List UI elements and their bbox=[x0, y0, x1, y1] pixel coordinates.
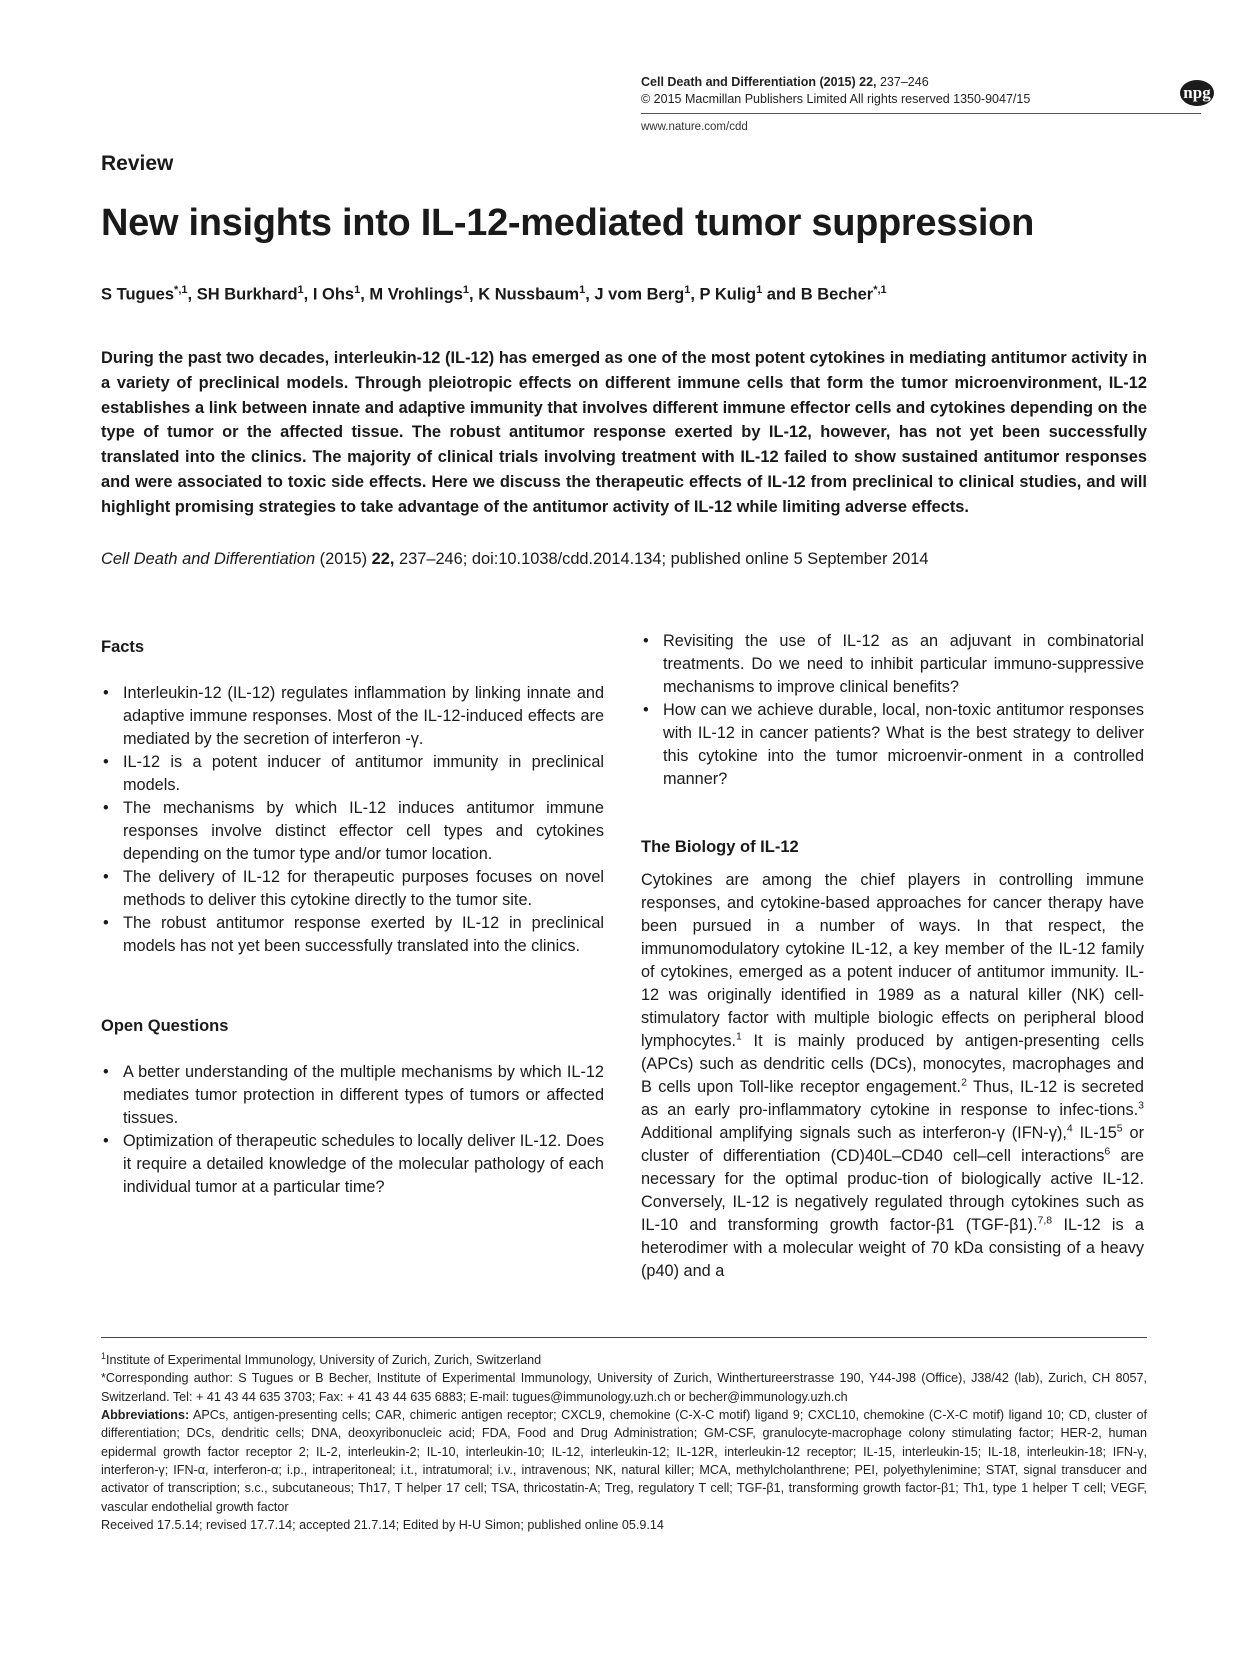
article-title: New insights into IL-12-mediated tumor suppression bbox=[101, 202, 1034, 244]
paragraph-text: IL-15 bbox=[1072, 1124, 1117, 1142]
paragraph-text: or cluster of differentiation (CD)40L–CD40 cell–cell interactions bbox=[641, 1124, 1144, 1165]
facts-list bbox=[101, 682, 604, 958]
author-name: K Nussbaum bbox=[478, 285, 580, 304]
biology-paragraph bbox=[641, 869, 1144, 1283]
author-name: P Kulig bbox=[699, 285, 757, 304]
received-note: Received 17.5.14; revised 17.7.14; accepted 21.7.14; Edited by H-U Simon; published online 05.9.14 bbox=[101, 1517, 664, 1532]
reference-sup[interactable]: 2 bbox=[961, 1076, 967, 1089]
paragraph-text: IL-12 is a heterodimer with a molecular weight of 70 kDa consisting of a heavy (p40) and a bbox=[641, 1216, 1144, 1280]
abbreviations-label: Abbreviations: bbox=[101, 1408, 190, 1423]
question-item: • Optimization of therapeutic schedules to locally deliver IL-12. Does it require a detailed knowledge of the molecular pathology of each individual tumor at a particular time? bbox=[101, 1130, 604, 1199]
corresponding-author-note: *Corresponding author: S Tugues or B Becher, Institute of Experimental Immunology, University of Zurich, Winthertureerstrasse 190, Y44-J98 (Office), J38/42 (lab), Zurich, CH 8057, Switzerland. Tel: + 41 43 44 635 3703; Fax: + 41 43 44 635 6883; E-mail: tugues@immunology.uzh.ch or becher@immunology.uzh.ch bbox=[101, 1371, 1147, 1404]
abbreviations-text: APCs, antigen-presenting cells; CAR, chimeric antigen receptor; CXCL9, chemokine (C-X-C motif) ligand 9; CXCL10, chemokine (C-X-C motif) ligand 10; CD, cluster of differentiation; DCs, dendritic cells; DNA, deoxyribonucleic acid; FDA, Food and Drug Administration; GM-CSF, granulocyte-macrophage colony stimulating factor; HER-2, human epidermal growth factor receptor 2; IL-2, interleukin-2; IL-10, interleukin-10; IL-12, interleukin-12; IL-12R, interleukin-12 receptor; IL-15, interleukin-15; IL-18, interleukin-18; IFN-γ, interferon-γ; IFN-α, interferon-α; i.p., intraperitoneal; i.t., intratumoral; i.v., intravenous; NK, natural killer; MCA, methylcholanthrene; PEI, polyethylenimine; STAT, signal transducer and activator of transcription; s.c., subcutaneous; Th17, T helper 17 cell; TSA, thricostatin-A; Treg, regulatory T cell; TGF-β1, transforming growth factor-β1; Th1, type 1 helper T cell; VEGF, vascular endothelial growth factor bbox=[101, 1408, 1147, 1514]
author-affiliation-sup: 1 bbox=[579, 284, 586, 296]
author-separator: and bbox=[762, 285, 801, 304]
reference-sup[interactable]: 1 bbox=[736, 1030, 742, 1043]
biology-heading: The Biology of IL-12 bbox=[641, 838, 799, 856]
fact-item: • Interleukin-12 (IL-12) regulates inflammation by linking innate and adaptive immune responses. Most of the IL-12-induced effects are mediated by the secretion of interferon -γ. bbox=[101, 682, 604, 751]
copyright-line: © 2015 Macmillan Publishers Limited All rights reserved 1350-9047/15 bbox=[641, 92, 1031, 106]
open-questions-heading: Open Questions bbox=[101, 1017, 229, 1035]
reference-sup[interactable]: 5 bbox=[1116, 1122, 1123, 1135]
abbreviations-note bbox=[101, 1406, 1147, 1516]
author-separator: , bbox=[585, 285, 595, 304]
affiliation-text: Institute of Experimental Immunology, University of Zurich, Zurich, Switzerland bbox=[106, 1353, 542, 1368]
footnotes bbox=[101, 1347, 1147, 1534]
paragraph-text: Thus, IL-12 is secreted as an early pro-inflammatory cytokine in response to infec-tions. bbox=[641, 1078, 1144, 1119]
author-separator: , bbox=[469, 285, 479, 304]
citation-line bbox=[101, 550, 928, 569]
facts-heading: Facts bbox=[101, 638, 145, 656]
journal-header bbox=[641, 74, 929, 90]
paragraph-text: are necessary for the optimal produc-tion of biologically active IL-12. Conversely, IL-12 is negatively regulated through cytokines such as IL-10 and transforming growth factor-β1 (TGF-β1). bbox=[641, 1147, 1145, 1234]
fact-item: • The robust antitumor response exerted by IL-12 in preclinical models has not yet been successfully translated into the clinics. bbox=[101, 912, 604, 958]
citation-details: 237–246; doi:10.1038/cdd.2014.134; published online 5 September 2014 bbox=[394, 550, 929, 568]
author-separator: , bbox=[360, 285, 370, 304]
fact-item: • The mechanisms by which IL-12 induces antitumor immune responses involve distinct effector cell types and cytokines depending on the tumor type and/or tumor location. bbox=[101, 797, 604, 866]
question-item: • A better understanding of the multiple mechanisms by which IL-12 mediates tumor protection in different types of tumors or affected tissues. bbox=[101, 1061, 604, 1130]
journal-pages: 237–246 bbox=[879, 75, 929, 89]
citation-volume: 22, bbox=[371, 550, 395, 568]
author-affiliation-sup: 1 bbox=[684, 284, 691, 296]
question-item: • Revisiting the use of IL-12 as an adjuvant in combinatorial treatments. Do we need to inhibit particular immuno-suppressive mechanisms to improve clinical benefits? bbox=[641, 630, 1144, 699]
author-list bbox=[101, 284, 887, 305]
author-affiliation-sup: *,1 bbox=[174, 284, 188, 296]
affiliation-sup: 1 bbox=[101, 1351, 107, 1361]
author-separator: , bbox=[690, 285, 700, 304]
article-section-type: Review bbox=[101, 152, 174, 175]
author-affiliation-sup: 1 bbox=[756, 284, 763, 296]
author-name: SH Burkhard bbox=[196, 285, 298, 304]
abstract: During the past two decades, interleukin-12 (IL-12) has emerged as one of the most potent cytokines in mediating antitumor activity in a variety of preclinical models. Through pleiotropic effects on different immune cells that form the tumor microenvironment, IL-12 establishes a link between innate and adaptive immunity that involves different immune effector cells and cytokines depending on the type of tumor or the affected tissue. The robust antitumor response exerted by IL-12, however, has not yet been successfully translated into the clinics. The majority of clinical trials involving treatment with IL-12 failed to show sustained antitumor responses and were associated to toxic side effects. Here we discuss the therapeutic effects of IL-12 from preclinical to clinical studies, and will highlight promising strategies to take advantage of the antitumor activity of IL-12 while limiting adverse effects. bbox=[101, 349, 1147, 516]
author-name: B Becher bbox=[800, 285, 874, 304]
footnote-divider bbox=[101, 1337, 1147, 1338]
reference-sup[interactable]: 6 bbox=[1104, 1145, 1111, 1158]
author-separator: , bbox=[187, 285, 197, 304]
author-affiliation-sup: 1 bbox=[354, 284, 361, 296]
citation-journal: Cell Death and Differentiation bbox=[101, 550, 316, 568]
fact-item: • The delivery of IL-12 for therapeutic purposes focuses on novel methods to deliver this cytokine directly to the tumor site. bbox=[101, 866, 604, 912]
left-column bbox=[101, 636, 604, 1199]
header-divider bbox=[641, 113, 1201, 114]
fact-item: • IL-12 is a potent inducer of antitumor immunity in preclinical models. bbox=[101, 751, 604, 797]
author-name: S Tugues bbox=[101, 285, 175, 304]
reference-sup[interactable]: 7,8 bbox=[1037, 1214, 1053, 1227]
npg-logo: npg bbox=[1180, 80, 1214, 106]
author-affiliation-sup: *,1 bbox=[873, 284, 887, 296]
author-affiliation-sup: 1 bbox=[297, 284, 304, 296]
author-name: M Vrohlings bbox=[369, 285, 463, 304]
journal-year-volume: (2015) 22, bbox=[819, 75, 877, 89]
open-questions-list-right bbox=[641, 630, 1144, 791]
open-questions-list-left bbox=[101, 1061, 604, 1199]
reference-sup[interactable]: 3 bbox=[1138, 1099, 1144, 1112]
author-separator: , bbox=[303, 285, 313, 304]
author-affiliation-sup: 1 bbox=[462, 284, 470, 296]
question-item: • How can we achieve durable, local, non-toxic antitumor responses with IL-12 in cancer patients? What is the best strategy to deliver this cytokine into the tumor microenvir-onment in a controlled manner? bbox=[641, 699, 1144, 791]
author-name: I Ohs bbox=[312, 285, 355, 304]
reference-sup[interactable]: 4 bbox=[1066, 1122, 1073, 1135]
paragraph-text: Additional amplifying signals such as interferon-γ (IFN-γ), bbox=[641, 1124, 1067, 1142]
right-column bbox=[641, 632, 1145, 1283]
journal-url[interactable]: www.nature.com/cdd bbox=[641, 121, 748, 133]
journal-name: Cell Death and Differentiation bbox=[641, 75, 817, 89]
paragraph-text: It is mainly produced by antigen-presenting cells (APCs) such as dendritic cells (DCs), monocytes, macrophages and B cells upon Toll-like receptor engagement. bbox=[641, 1032, 1144, 1096]
affiliation-note bbox=[101, 1347, 1147, 1369]
author-name: J vom Berg bbox=[594, 285, 685, 304]
paragraph-text: Cytokines are among the chief players in controlling immune responses, and cytokine-based approaches for cancer therapy have been pursued in a number of ways. In that respect, the immunomodulatory cytokine IL-12, a key member of the IL-12 family of cytokines, emerged as a potent inducer of antitumor immunity. IL-12 was originally identified in 1989 as a natural killer (NK) cell-stimulatory factor with multiple biologic effects on peripheral blood lymphocytes. bbox=[641, 871, 1144, 1050]
citation-year: (2015) bbox=[315, 550, 372, 568]
